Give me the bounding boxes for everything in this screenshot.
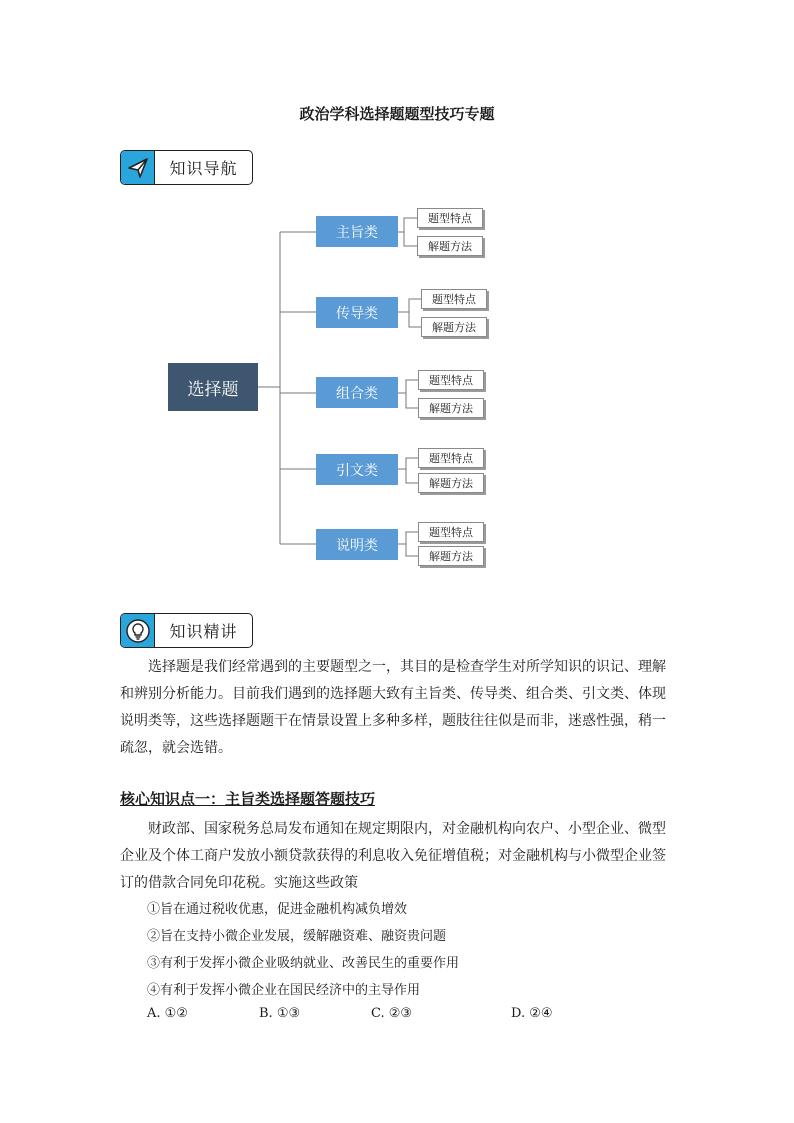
- page-title: 政治学科选择题题型技巧专题: [299, 105, 495, 123]
- banner-label: 知识导航: [169, 159, 238, 178]
- option-4: ④有利于发挥小微企业在国民经济中的主导作用: [147, 983, 421, 998]
- leaf-features: 题型特点: [418, 448, 484, 468]
- leaf-features: 题型特点: [421, 289, 487, 309]
- leaf-features: 题型特点: [417, 208, 483, 228]
- knowledge-lecture-banner: [120, 613, 253, 648]
- knowledge-navigation-banner: [120, 150, 253, 185]
- leaf-features: 题型特点: [418, 370, 484, 390]
- category-chuandao: 传导类: [316, 297, 398, 328]
- banner-label: 知识精讲: [169, 622, 238, 641]
- leaf-methods: 解题方法: [417, 236, 483, 256]
- category-zhuzhi: 主旨类: [316, 216, 398, 247]
- category-shuoming: 说明类: [316, 529, 398, 560]
- choice-c: C. ②③: [371, 1006, 413, 1021]
- lightbulb-icon: [121, 614, 155, 647]
- choice-a: A. ①②: [147, 1006, 188, 1021]
- choice-d: D. ②④: [511, 1006, 553, 1021]
- category-yinwen: 引文类: [316, 454, 398, 485]
- choice-b: B. ①③: [259, 1006, 301, 1021]
- paper-plane-icon: [121, 151, 155, 184]
- leaf-methods: 解题方法: [421, 317, 487, 337]
- leaf-methods: 解题方法: [418, 473, 484, 493]
- intro-paragraph: 选择题是我们经常遇到的主要题型之一，其目的是检查学生对所学知识的识记、理解和辨别分析能力。目前我们遇到的选择题大致有主旨类、传导类、组合类、引文类、体现说明类等，这些选择题题干在情景设置上多种多样，题肢往往似是而非，迷惑性强，稍一疏忽，就会选错。: [120, 659, 666, 756]
- option-1: ①旨在通过税收优惠，促进金融机构减负增效: [147, 902, 408, 917]
- leaf-features: 题型特点: [418, 522, 484, 542]
- leaf-methods: 解题方法: [418, 398, 484, 418]
- leaf-methods: 解题方法: [418, 546, 484, 566]
- option-3: ③有利于发挥小微企业吸纳就业、改善民生的重要作用: [147, 956, 460, 971]
- mindmap-root: 选择题: [168, 363, 258, 411]
- option-2: ②旨在支持小微企业发展，缓解融资难、融资贵问题: [147, 929, 447, 944]
- question-stem: 财政部、国家税务总局发布通知在规定期限内，对金融机构向农户、小型企业、微型企业及个体工商户发放小额贷款获得的利息收入免征增值税；对金融机构与小微型企业签订的借款合同免印花税。实施这些政策: [120, 821, 666, 891]
- category-zuhe: 组合类: [316, 377, 398, 408]
- section-heading: 核心知识点一：主旨类选择题答题技巧: [120, 790, 376, 808]
